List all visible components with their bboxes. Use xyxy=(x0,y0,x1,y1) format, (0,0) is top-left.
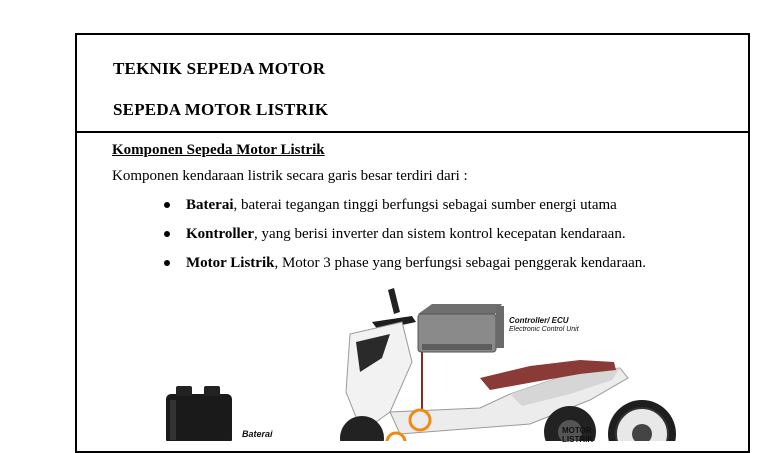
component-description: , Motor 3 phase yang berfungsi sebagai penggerak kendaraan. xyxy=(274,255,647,271)
list-item xyxy=(160,254,646,283)
motor-label: MOTOR xyxy=(562,426,592,435)
controller-sub-label: Electronic Control Unit xyxy=(509,326,579,333)
motor-label-2: LISTRIK xyxy=(562,435,594,444)
component-description: , yang berisi inverter dan sistem kontrol kecepatan kendaraan. xyxy=(254,226,626,242)
battery-label: Baterai xyxy=(242,429,273,439)
bullet-icon xyxy=(164,231,170,237)
controller-label: Controller/ ECU xyxy=(509,316,569,325)
component-description: , baterai tegangan tinggi berfungsi sebagai sumber energi utama xyxy=(233,197,617,213)
document-subtitle: SEPEDA MOTOR LISTRIK xyxy=(113,100,329,119)
component-list xyxy=(160,196,646,283)
component-term: Motor Listrik xyxy=(186,255,275,271)
controller-ecu-icon xyxy=(418,304,504,352)
document-header xyxy=(77,35,748,133)
document-title: TEKNIK SEPEDA MOTOR xyxy=(113,59,326,78)
battery-icon xyxy=(166,386,232,441)
component-term: Kontroller xyxy=(186,226,255,242)
section-heading: Komponen Sepeda Motor Listrik xyxy=(112,142,325,158)
component-term: Baterai xyxy=(186,197,234,213)
scooter-illustration xyxy=(150,282,750,444)
intro-paragraph: Komponen kendaraan listrik secara garis besar terdiri dari : xyxy=(112,168,468,184)
bullet-icon xyxy=(164,202,170,208)
list-item xyxy=(160,196,646,225)
bullet-icon xyxy=(164,260,170,266)
list-item xyxy=(160,225,646,254)
motor-hub-icon xyxy=(608,400,676,441)
scooter-diagram xyxy=(150,282,750,441)
